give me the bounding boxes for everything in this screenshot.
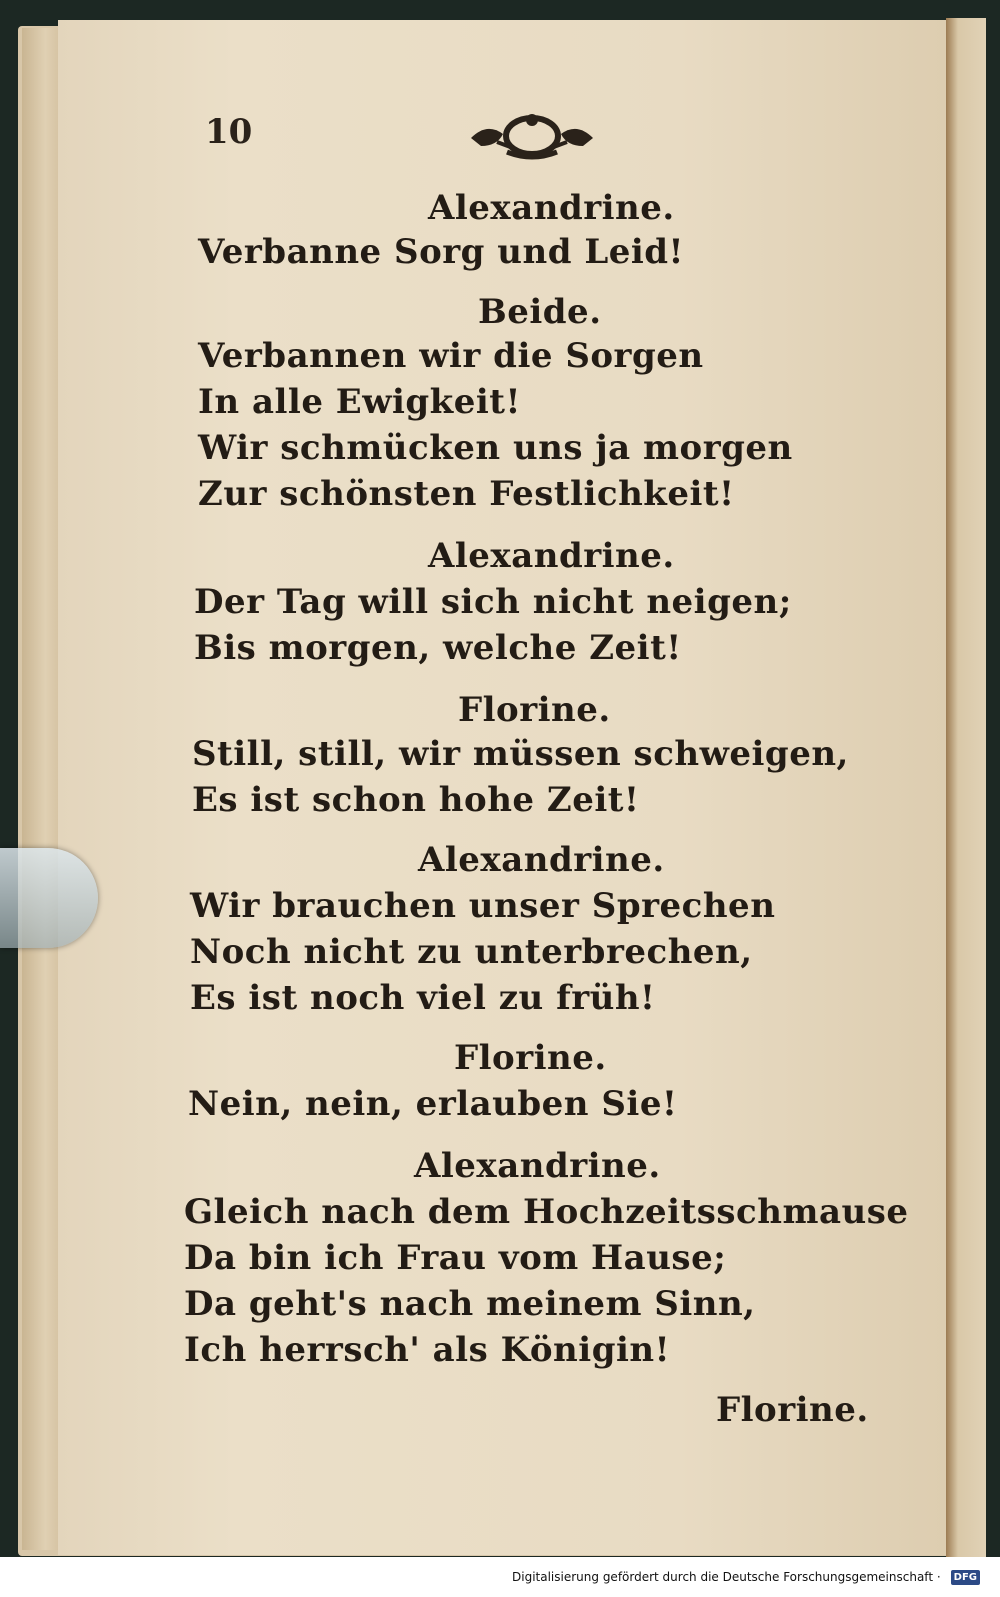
- verse-line: Bis morgen, welche Zeit!: [194, 628, 682, 668]
- speaker-name: Florine.: [458, 690, 611, 730]
- speaker-name: Florine.: [454, 1038, 607, 1078]
- verse-line: Der Tag will sich nicht neigen;: [194, 582, 792, 622]
- verse-line: Wir brauchen unser Sprechen: [190, 886, 776, 926]
- verse-line: Ich herrsch' als Königin!: [184, 1330, 671, 1370]
- speaker-name: Beide.: [478, 292, 602, 332]
- speaker-name: Alexandrine.: [428, 536, 675, 576]
- catchword: Florine.: [716, 1390, 869, 1430]
- verse-line: Nein, nein, erlauben Sie!: [188, 1084, 678, 1124]
- verse-line: Still, still, wir müssen schweigen,: [192, 734, 849, 774]
- verse-line: In alle Ewigkeit!: [198, 382, 521, 422]
- digitization-footer: [508, 1565, 980, 1589]
- verse-line: Noch nicht zu unterbrechen,: [190, 932, 753, 972]
- funding-credit: Digitalisierung gefördert durch die Deutsche Forschungsgemeinschaft ·: [508, 1568, 945, 1586]
- verse-line: Wir schmücken uns ja morgen: [198, 428, 793, 468]
- verse-line: Verbannen wir die Sorgen: [198, 336, 704, 376]
- verse-line: Da geht's nach meinem Sinn,: [184, 1284, 756, 1324]
- speaker-name: Alexandrine.: [428, 188, 675, 228]
- verse-line: Es ist schon hohe Zeit!: [192, 780, 640, 820]
- verse-line: Verbanne Sorg und Leid!: [198, 232, 684, 272]
- dfg-logo-icon: DFG: [951, 1570, 980, 1585]
- speaker-name: Alexandrine.: [418, 840, 665, 880]
- verse-line: Zur schönsten Festlichkeit!: [198, 474, 735, 514]
- verse-line: Gleich nach dem Hochzeitsschmause: [184, 1192, 909, 1232]
- verse-line: Es ist noch viel zu früh!: [190, 978, 656, 1018]
- speaker-name: Alexandrine.: [414, 1146, 661, 1186]
- page-number: 10: [205, 112, 253, 152]
- verse-line: Da bin ich Frau vom Hause;: [184, 1238, 727, 1278]
